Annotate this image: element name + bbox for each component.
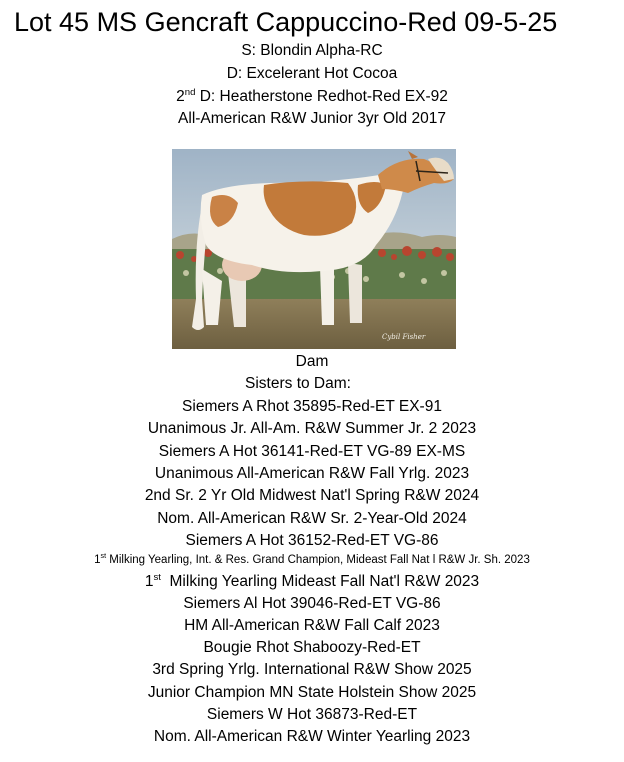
sister-line-14: Nom. All-American R&W Winter Yearling 2023 (153, 728, 471, 745)
sister-line-9: HM All-American R&W Fall Calf 2023 (184, 617, 440, 634)
sister-line-small (0, 550, 624, 571)
sister-line-12: Junior Champion MN State Holstein Show 2025 (147, 684, 477, 701)
sister-line-1: Siemers A Rhot 35895-Red-ET EX-91 (182, 398, 442, 415)
sister-line-4: Unanimous All-American R&W Fall Yrlg. 2023 (154, 465, 470, 482)
sister-line-11: 3rd Spring Yrlg. International R&W Show 2025 (152, 661, 472, 678)
small-ordinal-suffix: st (100, 552, 107, 561)
sister-line-ordinal (0, 571, 624, 592)
sister-line-2: Unanimous Jr. All-Am. R&W Summer Jr. 2 2023 (147, 420, 477, 437)
second-dam-ordinal-suffix: nd (184, 86, 196, 98)
dam-photo (172, 149, 456, 349)
ordinal-suffix: st (153, 571, 161, 583)
award-line: All-American R&W Junior 3yr Old 2017 (178, 110, 446, 127)
small-line-text: Milking Yearling, Int. & Res. Grand Champion, Mideast Fall Nat l R&W Jr. Sh. 2023 (106, 554, 530, 566)
second-dam-line (0, 86, 624, 107)
sister-line-10: Bougie Rhot Shaboozy-Red-ET (203, 639, 421, 656)
photo-caption: Dam (295, 353, 329, 370)
sister-line-7: Siemers A Hot 36152-Red-ET VG-86 (185, 532, 439, 549)
small-ordinal: 1 (94, 554, 101, 566)
cow-illustration (172, 149, 456, 349)
ordinal-number: 1 (144, 573, 154, 590)
second-dam-ordinal: 2 (176, 88, 185, 105)
sisters-heading: Sisters to Dam: (245, 375, 351, 392)
dam-line: D: Excelerant Hot Cocoa (226, 65, 398, 82)
sister-line-3: Siemers A Hot 36141-Red-ET VG-89 EX-MS (158, 443, 466, 460)
second-dam-text: D: Heatherstone Redhot-Red EX-92 (195, 88, 448, 105)
ordinal-line-text: Milking Yearling Mideast Fall Nat'l R&W 2023 (160, 573, 480, 590)
sister-line-8: Siemers Al Hot 39046-Red-ET VG-86 (183, 595, 441, 612)
sister-line-13: Siemers W Hot 36873-Red-ET (206, 706, 418, 723)
sister-line-5: 2nd Sr. 2 Yr Old Midwest Nat'l Spring R&W 2024 (144, 487, 480, 504)
lot-title: Lot 45 MS Gencraft Cappuccino-Red 09-5-25 (14, 7, 558, 37)
photo-signature: Cybil Fisher (382, 333, 426, 341)
sire-line: S: Blondin Alpha-RC (241, 42, 383, 59)
sister-line-6: Nom. All-American R&W Sr. 2-Year-Old 2024 (157, 510, 467, 527)
